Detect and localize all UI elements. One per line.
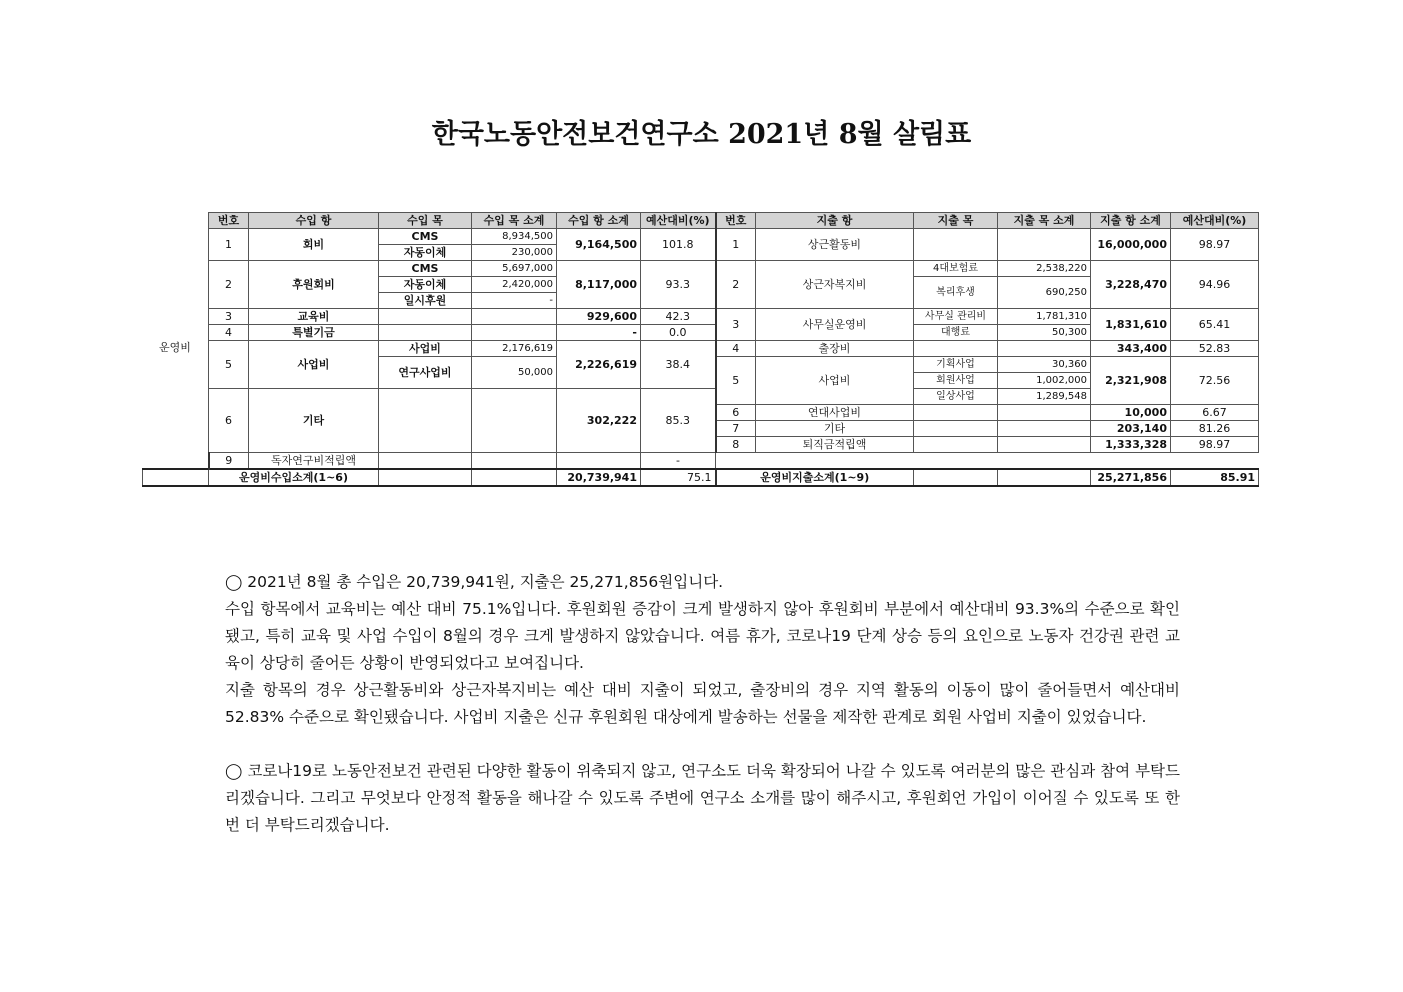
blank-cell bbox=[143, 213, 209, 229]
expense-sum-total: 25,271,856 bbox=[1091, 469, 1171, 486]
row-number: 4 bbox=[209, 325, 249, 341]
expense-item: 독자연구비적립액 bbox=[249, 453, 379, 470]
paragraph: ◯ 2021년 8월 총 수입은 20,739,941원, 지출은 25,271,856원입니다. bbox=[225, 573, 724, 591]
item-total: 929,600 bbox=[557, 309, 641, 325]
row-number: 5 bbox=[209, 341, 249, 389]
sub-item bbox=[379, 309, 472, 325]
sub-amount: 1,289,548 bbox=[998, 389, 1091, 405]
sub-item: 복리후생 bbox=[914, 277, 998, 309]
column-header: 예산대비(%) bbox=[1171, 213, 1259, 229]
column-header: 수입 목 소계 bbox=[472, 213, 557, 229]
blank-cell bbox=[143, 469, 209, 486]
sub-item: 일시후원 bbox=[379, 293, 472, 309]
expense-item: 상근활동비 bbox=[756, 229, 914, 261]
sub-amount: 1,781,310 bbox=[998, 309, 1091, 325]
income-sum-total: 20,739,941 bbox=[557, 469, 641, 486]
sub-amount: 50,300 bbox=[998, 325, 1091, 341]
sub-amount: - bbox=[472, 293, 557, 309]
income-item: 후원회비 bbox=[249, 261, 379, 309]
blank-cell bbox=[472, 469, 557, 486]
item-total: 3,228,470 bbox=[1091, 261, 1171, 309]
sub-amount: 2,538,220 bbox=[998, 261, 1091, 277]
item-total: 343,400 bbox=[1091, 341, 1171, 357]
income-sum-label: 운영비수입소계(1~6) bbox=[209, 469, 379, 486]
row-number: 1 bbox=[209, 229, 249, 261]
column-header: 지출 목 bbox=[914, 213, 998, 229]
column-header: 지출 항 bbox=[756, 213, 914, 229]
column-header: 수입 항 소계 bbox=[557, 213, 641, 229]
sub-amount bbox=[472, 325, 557, 341]
expense-item: 사업비 bbox=[756, 357, 914, 405]
row-number: 3 bbox=[716, 309, 756, 341]
sub-item: 자동이체 bbox=[379, 277, 472, 293]
sub-amount: 2,176,619 bbox=[472, 341, 557, 357]
sub-item: CMS bbox=[379, 229, 472, 245]
sub-amount: 690,250 bbox=[998, 277, 1091, 309]
budget-ratio: 98.97 bbox=[1171, 437, 1259, 453]
item-total: 16,000,000 bbox=[1091, 229, 1171, 261]
row-number: 6 bbox=[716, 405, 756, 421]
item-total: 10,000 bbox=[1091, 405, 1171, 421]
table-row bbox=[143, 309, 1259, 325]
row-number: 7 bbox=[716, 421, 756, 437]
budget-ratio: 6.67 bbox=[1171, 405, 1259, 421]
sub-amount bbox=[998, 421, 1091, 437]
sub-item bbox=[379, 389, 472, 453]
expense-item: 연대사업비 bbox=[756, 405, 914, 421]
row-number: 8 bbox=[716, 437, 756, 453]
budget-ratio: 72.56 bbox=[1171, 357, 1259, 405]
budget-ratio: 42.3 bbox=[641, 309, 716, 325]
sub-item bbox=[914, 341, 998, 357]
income-item: 기타 bbox=[249, 389, 379, 453]
budget-ratio: 93.3 bbox=[641, 261, 716, 309]
sub-item: 대행료 bbox=[914, 325, 998, 341]
sub-item: 일상사업 bbox=[914, 389, 998, 405]
income-sum-ratio: 75.1 bbox=[641, 469, 716, 486]
sub-amount bbox=[998, 229, 1091, 261]
table-row bbox=[143, 453, 1259, 470]
budget-ratio: 0.0 bbox=[641, 325, 716, 341]
sub-item: 회원사업 bbox=[914, 373, 998, 389]
item-total: - bbox=[557, 325, 641, 341]
table-header-row bbox=[143, 213, 1259, 229]
expense-item: 사무실운영비 bbox=[756, 309, 914, 341]
blank-cell bbox=[379, 469, 472, 486]
column-header: 예산대비(%) bbox=[641, 213, 716, 229]
table-row bbox=[143, 261, 1259, 277]
sub-item: CMS bbox=[379, 261, 472, 277]
row-number: 4 bbox=[716, 341, 756, 357]
sub-amount bbox=[998, 341, 1091, 357]
sub-amount bbox=[998, 405, 1091, 421]
budget-table bbox=[142, 212, 1259, 487]
page-title: 한국노동안전보건연구소 2021년 8월 살림표 bbox=[431, 119, 972, 150]
sub-item bbox=[379, 325, 472, 341]
table-row bbox=[143, 341, 1259, 357]
expense-sum-ratio: 85.91 bbox=[1171, 469, 1259, 486]
sub-amount bbox=[472, 453, 557, 470]
summary-text bbox=[225, 569, 1180, 839]
income-item: 교육비 bbox=[249, 309, 379, 325]
item-total: 9,164,500 bbox=[557, 229, 641, 261]
sub-amount bbox=[998, 437, 1091, 453]
budget-ratio: 94.96 bbox=[1171, 261, 1259, 309]
column-header: 수입 항 bbox=[249, 213, 379, 229]
budget-ratio: 98.97 bbox=[1171, 229, 1259, 261]
sub-item: 기획사업 bbox=[914, 357, 998, 373]
budget-ratio: 52.83 bbox=[1171, 341, 1259, 357]
sub-amount: 1,002,000 bbox=[998, 373, 1091, 389]
paragraph: ◯ 코로나19로 노동안전보건 관련된 다양한 활동이 위축되지 않고, 연구소도 더욱 확장되어 나갈 수 있도록 여러분의 많은 관심과 참여 부탁드리겠습니다. 그리고 무엇보다 안정적 활동을 해나갈 수 있도록 주변에 연구소 소개를 많이 해주시고, 후원회언 가입이 이어질 수 있도록 또 한 번 더 부탁드리겠습니다. bbox=[225, 762, 1180, 834]
budget-ratio: - bbox=[641, 453, 716, 470]
sub-item: 사무실 관리비 bbox=[914, 309, 998, 325]
blank-cell bbox=[914, 469, 998, 486]
sub-item bbox=[379, 453, 472, 470]
budget-ratio: 85.3 bbox=[641, 389, 716, 453]
sub-item bbox=[914, 437, 998, 453]
expense-item: 출장비 bbox=[756, 341, 914, 357]
column-header: 번호 bbox=[716, 213, 756, 229]
sub-amount: 8,934,500 bbox=[472, 229, 557, 245]
sub-item: 4대보험료 bbox=[914, 261, 998, 277]
row-number: 9 bbox=[209, 453, 249, 470]
expense-item: 기타 bbox=[756, 421, 914, 437]
item-total: 2,226,619 bbox=[557, 341, 641, 389]
income-item: 특별기금 bbox=[249, 325, 379, 341]
paragraph: 지출 항목의 경우 상근활동비와 상근자복지비는 예산 대비 지출이 되었고, 출장비의 경우 지역 활동의 이동이 많이 줄어들면서 예산대비 52.83% 수준으로 확인됐습니다. 사업비 지출은 신규 후원회원 대상에게 발송하는 선물을 제작한 관계로 회원 사업비 지출이 있었습니다. bbox=[225, 681, 1180, 726]
sub-item bbox=[914, 405, 998, 421]
row-number: 6 bbox=[209, 389, 249, 453]
sub-item bbox=[914, 229, 998, 261]
side-label: 운영비 bbox=[143, 229, 209, 470]
row-number: 5 bbox=[716, 357, 756, 405]
sub-item: 사업비 bbox=[379, 341, 472, 357]
item-total: 2,321,908 bbox=[1091, 357, 1171, 405]
sub-amount: 30,360 bbox=[998, 357, 1091, 373]
expense-item: 상근자복지비 bbox=[756, 261, 914, 309]
column-header: 수입 목 bbox=[379, 213, 472, 229]
sum-row bbox=[143, 469, 1259, 486]
table-row bbox=[143, 229, 1259, 245]
item-total bbox=[557, 453, 641, 470]
item-total: 203,140 bbox=[1091, 421, 1171, 437]
sub-item: 연구사업비 bbox=[379, 357, 472, 389]
sub-amount bbox=[472, 389, 557, 453]
column-header: 번호 bbox=[209, 213, 249, 229]
row-number: 1 bbox=[716, 229, 756, 261]
sub-item: 자동이체 bbox=[379, 245, 472, 261]
item-total: 1,831,610 bbox=[1091, 309, 1171, 341]
sub-amount: 2,420,000 bbox=[472, 277, 557, 293]
sub-item bbox=[914, 421, 998, 437]
sub-amount: 5,697,000 bbox=[472, 261, 557, 277]
row-number: 2 bbox=[209, 261, 249, 309]
income-item: 사업비 bbox=[249, 341, 379, 389]
budget-ratio: 65.41 bbox=[1171, 309, 1259, 341]
item-total: 1,333,328 bbox=[1091, 437, 1171, 453]
column-header: 지출 목 소계 bbox=[998, 213, 1091, 229]
blank-cell bbox=[998, 469, 1091, 486]
expense-sum-label: 운영비지출소계(1~9) bbox=[716, 469, 914, 486]
row-number: 2 bbox=[716, 261, 756, 309]
column-header: 지출 항 소계 bbox=[1091, 213, 1171, 229]
sub-amount: 50,000 bbox=[472, 357, 557, 389]
budget-ratio: 101.8 bbox=[641, 229, 716, 261]
budget-ratio: 38.4 bbox=[641, 341, 716, 389]
sub-amount bbox=[472, 309, 557, 325]
sub-amount: 230,000 bbox=[472, 245, 557, 261]
item-total: 302,222 bbox=[557, 389, 641, 453]
row-number: 3 bbox=[209, 309, 249, 325]
income-item: 회비 bbox=[249, 229, 379, 261]
expense-item: 퇴직금적립액 bbox=[756, 437, 914, 453]
paragraph: 수입 항목에서 교육비는 예산 대비 75.1%입니다. 후원회원 증감이 크게 발생하지 않아 후원회비 부분에서 예산대비 93.3%의 수준으로 확인됐고, 특히 교육 및 사업 수입이 8월의 경우 크게 발생하지 않았습니다. 여름 휴가, 코로나19 단계 상승 등의 요인으로 노동자 건강권 관련 교육이 상당히 줄어든 상황이 반영되었다고 보여집니다. bbox=[225, 600, 1180, 672]
budget-ratio: 81.26 bbox=[1171, 421, 1259, 437]
item-total: 8,117,000 bbox=[557, 261, 641, 309]
